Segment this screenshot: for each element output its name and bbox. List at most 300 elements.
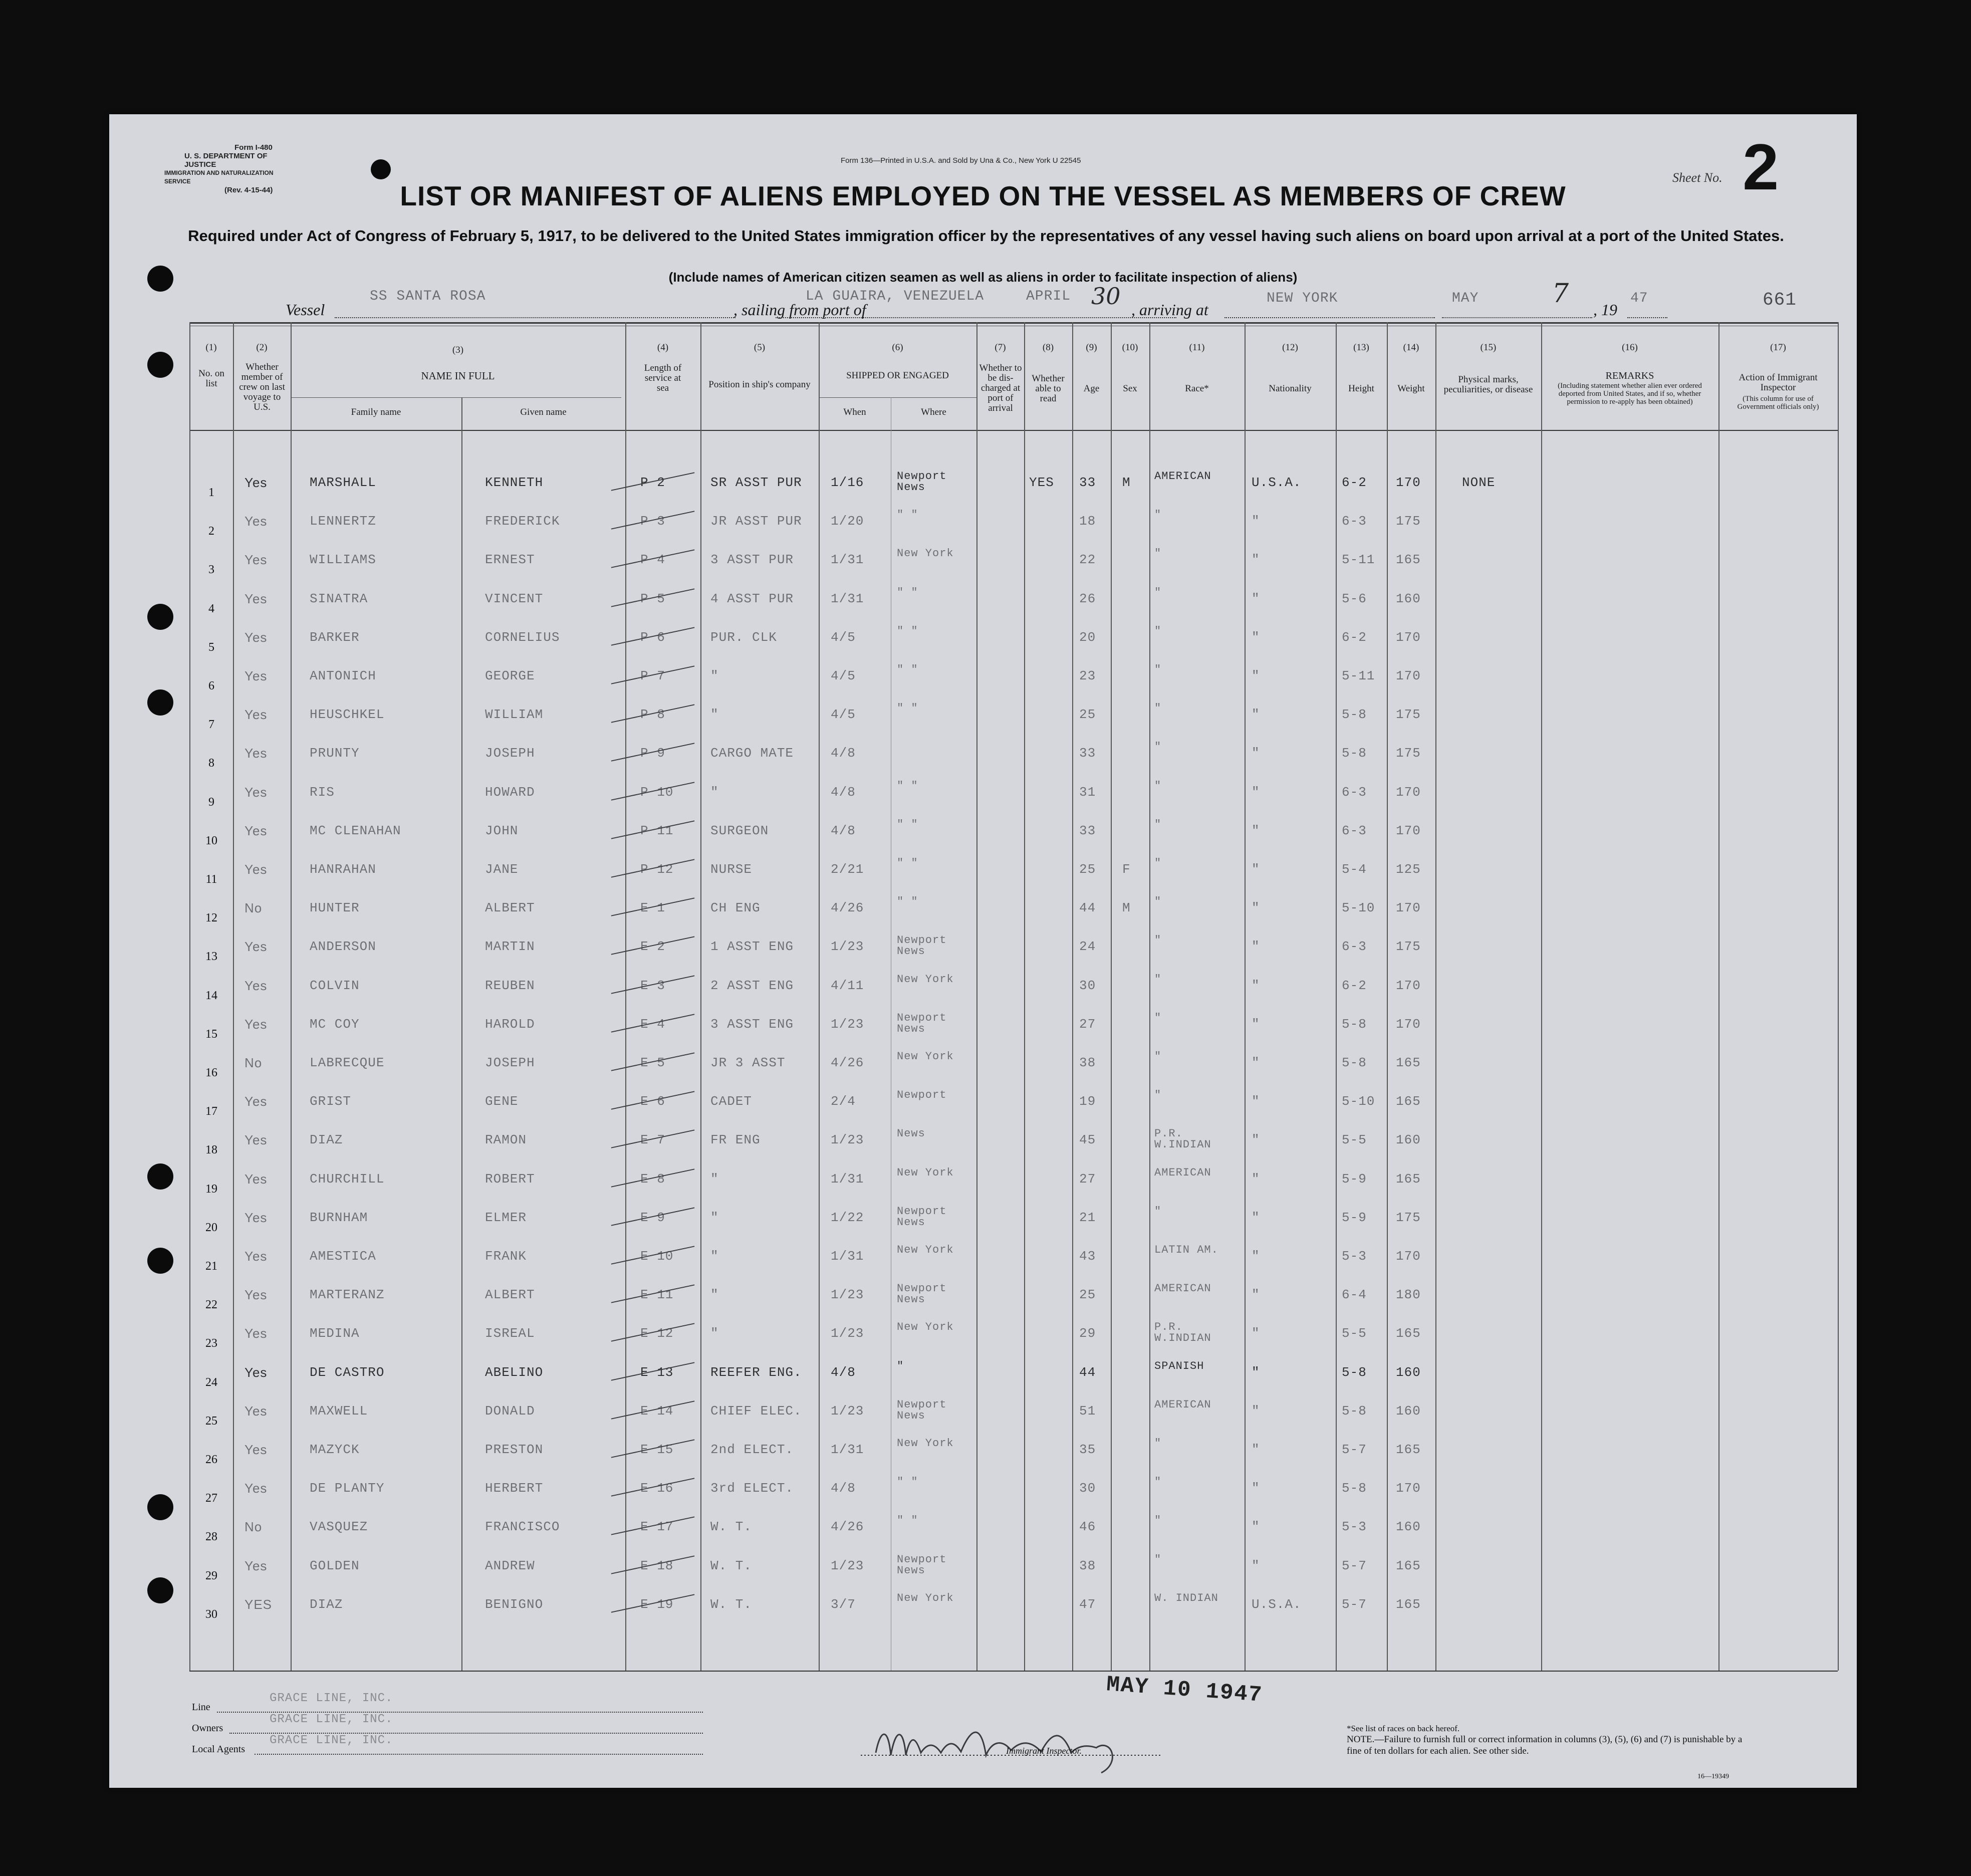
prev-voyage-cell: Yes [244, 823, 268, 838]
col-num-2: (2) [256, 342, 268, 353]
family-name-cell: HANRAHAN [310, 862, 376, 877]
age-cell: 29 [1079, 1326, 1096, 1341]
sex-cell: M [1122, 475, 1131, 490]
row-number: 24 [205, 1375, 217, 1389]
prev-voyage-cell: No [244, 1055, 263, 1070]
given-name-cell: ALBERT [485, 1287, 535, 1303]
position-cell: " [710, 1287, 719, 1303]
height-cell: 5-9 [1342, 1171, 1367, 1187]
prev-voyage-cell: Yes [244, 1442, 268, 1457]
height-cell: 5-5 [1342, 1326, 1367, 1341]
height-cell: 5-8 [1342, 1055, 1367, 1070]
form-code: 16—19349 [1697, 1773, 1729, 1780]
race-cell: AMERICAN [1154, 1398, 1211, 1411]
prev-voyage-cell: Yes [244, 552, 268, 568]
weight-cell: 170 [1396, 784, 1421, 800]
race-cell: " [1154, 547, 1162, 560]
col-head-no: No. on list [198, 368, 224, 389]
family-name-cell: RIS [310, 784, 335, 800]
given-name-cell: ROBERT [485, 1171, 535, 1187]
given-name-cell: MARTIN [485, 939, 535, 955]
position-cell: " [710, 668, 719, 683]
race-cell: " [1154, 779, 1162, 792]
nationality-cell: " [1252, 1326, 1260, 1341]
service-cell: E 13 [640, 1364, 674, 1380]
row-number: 17 [205, 1105, 217, 1118]
height-cell: 5-11 [1342, 668, 1375, 683]
weight-cell: 165 [1396, 1558, 1421, 1573]
col-head-service: Length of service at sea [644, 363, 682, 393]
arrival-month: MAY [1452, 291, 1479, 306]
race-cell: AMERICAN [1154, 1282, 1211, 1295]
shipped-when-cell: 1/16 [831, 475, 864, 490]
family-name-cell: WILLIAMS [310, 552, 376, 568]
service-cell: E 3 [640, 978, 665, 993]
col-head-sex: Sex [1123, 383, 1137, 394]
position-cell: JR 3 ASST [710, 1055, 786, 1070]
service-cell: P 11 [640, 823, 674, 838]
inspector-label: Immigrant Inspector. [1006, 1746, 1082, 1756]
shipped-where-cell: " " [897, 663, 918, 676]
service-cell: P 5 [640, 591, 665, 606]
age-cell: 38 [1079, 1558, 1096, 1573]
punch-hole [147, 352, 173, 378]
given-name-cell: JANE [485, 862, 519, 877]
punch-hole [147, 1577, 173, 1603]
race-cell: LATIN AM. [1154, 1244, 1218, 1256]
age-cell: 21 [1079, 1210, 1096, 1225]
shipped-where-cell: " [897, 1359, 904, 1372]
position-cell: W. T. [710, 1596, 753, 1612]
race-cell: " [1154, 973, 1162, 986]
col-head-remarks: REMARKS [1605, 370, 1654, 381]
nationality-cell: U.S.A. [1252, 475, 1302, 490]
service-cell: E 2 [640, 939, 665, 955]
age-cell: 35 [1079, 1442, 1096, 1457]
col-head-family: Family name [351, 407, 401, 417]
nationality-cell: " [1252, 514, 1260, 529]
prev-voyage-cell: Yes [244, 1210, 268, 1225]
shipped-when-cell: 2/21 [831, 862, 864, 877]
weight-cell: 160 [1396, 1364, 1421, 1380]
col-num-11: (11) [1189, 342, 1205, 353]
prev-voyage-cell: Yes [244, 1249, 268, 1264]
given-name-cell: VINCENT [485, 591, 544, 606]
sailing-port: LA GUAIRA, VENEZUELA [806, 289, 984, 304]
age-cell: 26 [1079, 591, 1096, 606]
form-revision: (Rev. 4-15-44) [224, 186, 273, 194]
arrival-year: 47 [1630, 291, 1648, 306]
weight-cell: 170 [1396, 823, 1421, 838]
nationality-cell: " [1252, 1287, 1260, 1303]
footer-note: NOTE.—Failure to furnish full or correct information in columns (3), (5), (6) and (7) is punishable by a fine of ten dollars for each alien. See other side. [1347, 1734, 1743, 1756]
prev-voyage-cell: Yes [244, 707, 268, 723]
col-num-9: (9) [1086, 342, 1097, 353]
family-name-cell: CHURCHILL [310, 1171, 385, 1187]
race-cell: " [1154, 663, 1162, 676]
shipped-when-cell: 1/22 [831, 1210, 864, 1225]
shipped-where-cell: New York [897, 1591, 954, 1604]
service-cell: E 4 [640, 1016, 665, 1032]
family-name-cell: LABRECQUE [310, 1055, 385, 1070]
nationality-cell: " [1252, 591, 1260, 606]
weight-cell: 160 [1396, 1132, 1421, 1148]
nationality-cell: " [1252, 1094, 1260, 1109]
height-cell: 5-11 [1342, 552, 1375, 568]
age-cell: 22 [1079, 552, 1096, 568]
document-subtitle: Required under Act of Congress of February 5, 1917, to be delivered to the United States immigration officer by the representatives of any vessel having such aliens on board upon arrival at a port of the United States. [188, 227, 1784, 245]
height-cell: 5-9 [1342, 1210, 1367, 1225]
race-cell: " [1154, 1476, 1162, 1489]
given-name-cell: JOHN [485, 823, 519, 838]
service-cell: E 11 [640, 1287, 674, 1303]
given-name-cell: PRESTON [485, 1442, 544, 1457]
service-cell: E 14 [640, 1403, 674, 1419]
shipped-where-cell: Newport News [897, 470, 947, 494]
col-head-race: Race* [1185, 383, 1209, 394]
shipped-when-cell: 4/8 [831, 784, 856, 800]
punch-hole [371, 159, 391, 179]
prev-voyage-cell: Yes [244, 1481, 268, 1496]
service-cell: E 19 [640, 1596, 674, 1612]
nationality-cell: " [1252, 1519, 1260, 1535]
given-name-cell: ALBERT [485, 900, 535, 916]
year-prefix: , 19 [1593, 301, 1617, 319]
row-number: 1 [208, 486, 214, 499]
height-cell: 5-8 [1342, 1403, 1367, 1419]
height-cell: 6-2 [1342, 475, 1367, 490]
height-cell: 5-10 [1342, 1094, 1375, 1109]
shipped-when-cell: 4/11 [831, 978, 864, 993]
col-num-15: (15) [1480, 342, 1497, 353]
height-cell: 5-4 [1342, 862, 1367, 877]
weight-cell: 170 [1396, 978, 1421, 993]
position-cell: 2 ASST ENG [710, 978, 794, 993]
weight-cell: 170 [1396, 475, 1421, 490]
position-cell: FR ENG [710, 1132, 761, 1148]
family-name-cell: BURNHAM [310, 1210, 368, 1225]
service-cell: E 1 [640, 900, 665, 916]
shipped-where-cell: New York [897, 973, 954, 986]
row-number: 5 [208, 640, 214, 654]
row-number: 6 [208, 679, 214, 692]
age-cell: 24 [1079, 939, 1096, 955]
col-head-remarks-sub: (Including statement whether alien ever ordered deported from United States, and if so, whether permission to re-apply has been obtained) [1558, 382, 1702, 406]
row-number: 27 [205, 1492, 217, 1505]
row-number: 20 [205, 1221, 217, 1234]
col-num-7: (7) [995, 342, 1006, 353]
vessel-label: Vessel [286, 301, 325, 319]
height-cell: 5-7 [1342, 1596, 1367, 1612]
row-number: 16 [205, 1066, 217, 1079]
age-cell: 25 [1079, 707, 1096, 723]
col-num-8: (8) [1042, 342, 1054, 353]
arriving-label: , arriving at [1131, 301, 1208, 319]
shipped-when-cell: 1/31 [831, 552, 864, 568]
col-head-name: NAME IN FULL [421, 370, 495, 382]
service-name: IMMIGRATION AND NATURALIZATION SERVICE [164, 169, 274, 185]
position-cell: CHIEF ELEC. [710, 1403, 802, 1419]
position-cell: NURSE [710, 862, 753, 877]
given-name-cell: FREDERICK [485, 514, 560, 529]
shipped-where-cell: " " [897, 624, 918, 637]
row-number: 18 [205, 1143, 217, 1157]
age-cell: 47 [1079, 1596, 1096, 1612]
document-title: LIST OR MANIFEST OF ALIENS EMPLOYED ON THE VESSEL AS MEMBERS OF CREW [400, 180, 1566, 211]
family-name-cell: GRIST [310, 1094, 352, 1109]
col-head-read: Whether able to read [1032, 373, 1065, 404]
family-name-cell: ANTONICH [310, 668, 376, 683]
age-cell: 18 [1079, 514, 1096, 529]
col-head-nationality: Nationality [1269, 383, 1312, 394]
punch-hole [147, 604, 173, 630]
age-cell: 43 [1079, 1249, 1096, 1264]
service-cell: E 9 [640, 1210, 665, 1225]
shipped-when-cell: 1/23 [831, 1287, 864, 1303]
shipped-when-cell: 1/23 [831, 1132, 864, 1148]
position-cell: " [710, 707, 719, 723]
age-cell: 23 [1079, 668, 1096, 683]
family-name-cell: BARKER [310, 629, 360, 645]
age-cell: 20 [1079, 629, 1096, 645]
marks-cell: NONE [1462, 475, 1496, 490]
service-cell: E 18 [640, 1558, 674, 1573]
nationality-cell: " [1252, 1403, 1260, 1419]
col-num-12: (12) [1282, 342, 1298, 353]
row-number: 12 [205, 911, 217, 925]
service-cell: E 15 [640, 1442, 674, 1457]
row-number: 26 [205, 1453, 217, 1466]
service-cell: E 6 [640, 1094, 665, 1109]
position-cell: " [710, 1171, 719, 1187]
family-name-cell: DIAZ [310, 1132, 343, 1148]
prev-voyage-cell: Yes [244, 978, 268, 993]
row-number: 3 [208, 563, 214, 577]
shipped-where-cell: " " [897, 895, 918, 908]
height-cell: 5-8 [1342, 1016, 1367, 1032]
shipped-when-cell: 4/5 [831, 707, 856, 723]
position-cell: SR ASST PUR [710, 475, 802, 490]
given-name-cell: DONALD [485, 1403, 535, 1419]
punch-hole [147, 1494, 173, 1520]
sheet-number-label: Sheet No. [1672, 170, 1722, 185]
sailing-month: APRIL [1026, 289, 1071, 304]
position-cell: CARGO MATE [710, 746, 794, 761]
height-cell: 5-8 [1342, 746, 1367, 761]
sailing-day: 30 [1091, 283, 1121, 310]
race-cell: " [1154, 1437, 1162, 1450]
height-cell: 5-3 [1342, 1249, 1367, 1264]
row-number: 25 [205, 1414, 217, 1428]
given-name-cell: HERBERT [485, 1481, 544, 1496]
service-cell: E 12 [640, 1326, 674, 1341]
page-number: 661 [1763, 290, 1797, 310]
given-name-cell: FRANCISCO [485, 1519, 560, 1535]
prev-voyage-cell: No [244, 1519, 263, 1535]
col-num-16: (16) [1622, 342, 1638, 353]
shipped-where-cell: " " [897, 818, 918, 831]
age-cell: 51 [1079, 1403, 1096, 1419]
shipped-where-cell: New York [897, 1050, 954, 1063]
prev-voyage-cell: Yes [244, 514, 268, 529]
shipped-when-cell: 4/5 [831, 629, 856, 645]
prev-voyage-cell: Yes [244, 746, 268, 761]
given-name-cell: WILLIAM [485, 707, 544, 723]
printer-line: Form 136—Printed in U.S.A. and Sold by Una & Co., New York U 22545 [841, 156, 1081, 165]
owners-label: Owners [192, 1723, 223, 1734]
race-cell: " [1154, 818, 1162, 831]
position-cell: PUR. CLK [710, 629, 777, 645]
race-cell: P.R. W.INDIAN [1154, 1321, 1211, 1345]
prev-voyage-cell: Yes [244, 862, 268, 877]
given-name-cell: ANDREW [485, 1558, 535, 1573]
col-num-17: (17) [1770, 342, 1786, 353]
position-cell: " [710, 1326, 719, 1341]
punch-hole [147, 1163, 173, 1190]
shipped-where-cell: Newport [897, 1089, 947, 1102]
nationality-cell: " [1252, 900, 1260, 916]
row-number: 21 [205, 1260, 217, 1273]
age-cell: 25 [1079, 862, 1096, 877]
position-cell: 4 ASST PUR [710, 591, 794, 606]
nationality-cell: " [1252, 1481, 1260, 1496]
line-label: Line [192, 1702, 210, 1713]
nationality-cell: " [1252, 1364, 1260, 1380]
family-name-cell: HUNTER [310, 900, 360, 916]
prev-voyage-cell: Yes [244, 1558, 268, 1573]
weight-cell: 160 [1396, 1403, 1421, 1419]
weight-cell: 165 [1396, 1171, 1421, 1187]
shipped-where-cell: Newport News [897, 934, 947, 958]
nationality-cell: " [1252, 1132, 1260, 1148]
shipped-when-cell: 4/8 [831, 746, 856, 761]
inspector-signature [861, 1708, 1211, 1778]
document-note: (Include names of American citizen seamen as well as aliens in order to facilitate inspection of aliens) [668, 270, 1298, 285]
family-name-cell: MC COY [310, 1016, 360, 1032]
race-cell: " [1154, 1514, 1162, 1527]
nationality-cell: " [1252, 746, 1260, 761]
weight-cell: 180 [1396, 1287, 1421, 1303]
nationality-cell: " [1252, 1442, 1260, 1457]
row-number: 23 [205, 1337, 217, 1350]
age-cell: 33 [1079, 746, 1096, 761]
race-cell: " [1154, 857, 1162, 869]
family-name-cell: MAZYCK [310, 1442, 360, 1457]
age-cell: 38 [1079, 1055, 1096, 1070]
row-number: 30 [205, 1607, 217, 1621]
nationality-cell: " [1252, 978, 1260, 993]
manifest-sheet [109, 114, 1857, 1788]
age-cell: 45 [1079, 1132, 1096, 1148]
prev-voyage-cell: Yes [244, 1403, 268, 1419]
col-head-prev-voyage: Whether member of crew on last voyage to U.S. [239, 362, 285, 412]
department-name: U. S. DEPARTMENT OF JUSTICE [184, 152, 268, 169]
family-name-cell: MC CLENAHAN [310, 823, 401, 838]
service-cell: E 17 [640, 1519, 674, 1535]
height-cell: 6-3 [1342, 784, 1367, 800]
given-name-cell: ERNEST [485, 552, 535, 568]
given-name-cell: ISREAL [485, 1326, 535, 1341]
family-name-cell: MEDINA [310, 1326, 360, 1341]
family-name-cell: HEUSCHKEL [310, 707, 385, 723]
position-cell: " [710, 1210, 719, 1225]
form-number: Form I-480 [234, 143, 273, 152]
nationality-cell: " [1252, 939, 1260, 955]
row-number: 15 [205, 1027, 217, 1041]
family-name-cell: AMESTICA [310, 1249, 376, 1264]
nationality-cell: " [1252, 823, 1260, 838]
col-head-where: Where [921, 407, 946, 417]
age-cell: 30 [1079, 978, 1096, 993]
shipped-when-cell: 1/23 [831, 1016, 864, 1032]
family-name-cell: DE PLANTY [310, 1481, 385, 1496]
shipped-when-cell: 4/8 [831, 1364, 856, 1380]
weight-cell: 165 [1396, 1442, 1421, 1457]
row-number: 2 [208, 525, 214, 538]
arrival-day: 7 [1552, 279, 1569, 309]
race-cell: " [1154, 624, 1162, 637]
nationality-cell: " [1252, 1210, 1260, 1225]
race-cell: AMERICAN [1154, 1166, 1211, 1179]
row-number: 8 [208, 757, 214, 770]
prev-voyage-cell: Yes [244, 1287, 268, 1303]
shipped-when-cell: 4/26 [831, 1055, 864, 1070]
family-name-cell: SINATRA [310, 591, 368, 606]
family-name-cell: VASQUEZ [310, 1519, 368, 1535]
position-cell: CADET [710, 1094, 753, 1109]
prev-voyage-cell: Yes [244, 1364, 268, 1380]
col-head-marks: Physical marks, peculiarities, or disease [1443, 374, 1533, 395]
prev-voyage-cell: Yes [244, 1326, 268, 1341]
row-number: 13 [205, 950, 217, 964]
row-number: 29 [205, 1569, 217, 1582]
nationality-cell: U.S.A. [1252, 1596, 1302, 1612]
nationality-cell: " [1252, 784, 1260, 800]
given-name-cell: KENNETH [485, 475, 544, 490]
punch-hole [147, 689, 173, 716]
prev-voyage-cell: Yes [244, 784, 268, 800]
age-cell: 44 [1079, 1364, 1096, 1380]
height-cell: 6-3 [1342, 514, 1367, 529]
col-num-6: (6) [892, 342, 903, 353]
height-cell: 5-5 [1342, 1132, 1367, 1148]
shipped-when-cell: 1/23 [831, 939, 864, 955]
nationality-cell: " [1252, 1171, 1260, 1187]
prev-voyage-cell: Yes [244, 591, 268, 606]
height-cell: 5-8 [1342, 1364, 1367, 1380]
height-cell: 5-8 [1342, 707, 1367, 723]
height-cell: 5-3 [1342, 1519, 1367, 1535]
family-name-cell: MARTERANZ [310, 1287, 385, 1303]
col-head-action-sub: (This column for use of Government officials only) [1737, 395, 1819, 411]
age-cell: 44 [1079, 900, 1096, 916]
agents-value: GRACE LINE, INC. [270, 1734, 393, 1747]
family-name-cell: GOLDEN [310, 1558, 360, 1573]
col-num-3: (3) [452, 345, 464, 355]
shipped-where-cell: " " [897, 509, 918, 522]
family-name-cell: MAXWELL [310, 1403, 368, 1419]
races-note: *See list of races on back hereof. [1347, 1724, 1460, 1733]
given-name-cell: CORNELIUS [485, 629, 560, 645]
race-cell: " [1154, 1089, 1162, 1102]
family-name-cell: MARSHALL [310, 475, 376, 490]
shipped-where-cell: " " [897, 779, 918, 792]
given-name-cell: ELMER [485, 1210, 527, 1225]
service-cell: P 4 [640, 552, 665, 568]
shipped-where-cell: News [897, 1127, 925, 1140]
height-cell: 5-6 [1342, 591, 1367, 606]
service-cell: P 8 [640, 707, 665, 723]
